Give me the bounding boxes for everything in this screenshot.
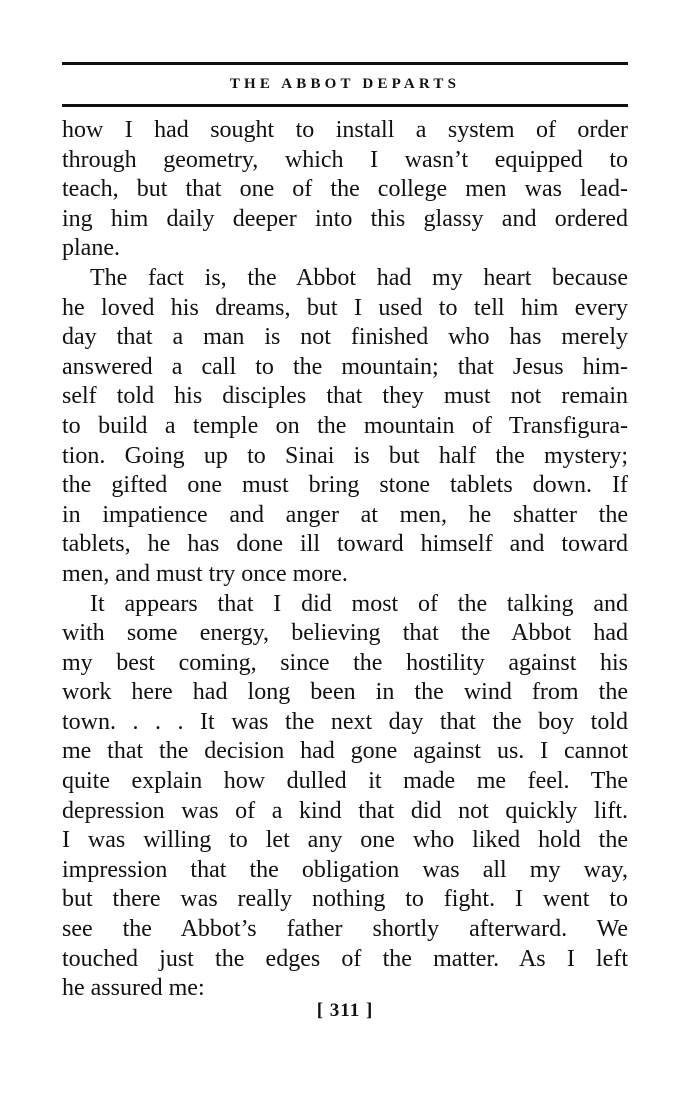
text-line: plane. — [62, 235, 120, 262]
text-line: It appears that I did most of the talking and — [90, 590, 628, 617]
text-line: tion. Going up to Sinai is but half the mystery; — [62, 442, 628, 469]
text-line: I was willing to let any one who liked hold the — [62, 827, 628, 854]
text-line: the gifted one must bring stone tablets down. If — [62, 472, 628, 499]
text-line: he loved his dreams, but I used to tell him every — [62, 294, 628, 321]
page-number: [ 311 ] — [316, 1000, 374, 1021]
text-line: with some energy, believing that the Abbot had — [62, 620, 628, 647]
text-line: see the Abbot’s father shortly afterward. We — [62, 916, 628, 943]
text-line: quite explain how dulled it made me feel. The — [62, 768, 628, 795]
text-line: in impatience and anger at men, he shatter the — [62, 501, 628, 528]
text-line: my best coming, since the hostility against his — [62, 649, 628, 676]
text-line: town. . . . It was the next day that the boy told — [62, 708, 628, 735]
body-text — [62, 116, 628, 1004]
text-line: me that the decision had gone against us. I cannot — [62, 738, 628, 765]
text-line: how I had sought to install a system of order — [62, 117, 628, 143]
header-rule-top — [62, 62, 628, 65]
text-line: men, and must try once more. — [62, 560, 348, 587]
text-line: depression was of a kind that did not quickly lift. — [62, 797, 628, 824]
text-line: self told his disciples that they must not remain — [62, 383, 628, 410]
text-line: but there was really nothing to fight. I went to — [62, 886, 628, 913]
text-line: he assured me: — [62, 975, 205, 1002]
text-line: teach, but that one of the college men was lead- — [62, 176, 628, 203]
text-line: The fact is, the Abbot had my heart because — [90, 264, 628, 291]
text-line: work here had long been in the wind from the — [62, 679, 628, 706]
header-rule-bottom — [62, 104, 628, 107]
text-line: tablets, he has done ill toward himself and toward — [62, 531, 628, 558]
running-head: THE ABBOT DEPARTS — [229, 76, 461, 92]
text-line: ing him daily deeper into this glassy and ordered — [62, 205, 628, 232]
text-line: touched just the edges of the matter. As I left — [62, 945, 628, 972]
text-line: to build a temple on the mountain of Transfigura- — [62, 412, 628, 439]
text-line: answered a call to the mountain; that Jesus him- — [62, 353, 628, 380]
text-line: through geometry, which I wasn’t equipped to — [62, 146, 628, 173]
text-line: impression that the obligation was all my way, — [62, 856, 628, 883]
text-line: day that a man is not finished who has merely — [62, 324, 628, 351]
